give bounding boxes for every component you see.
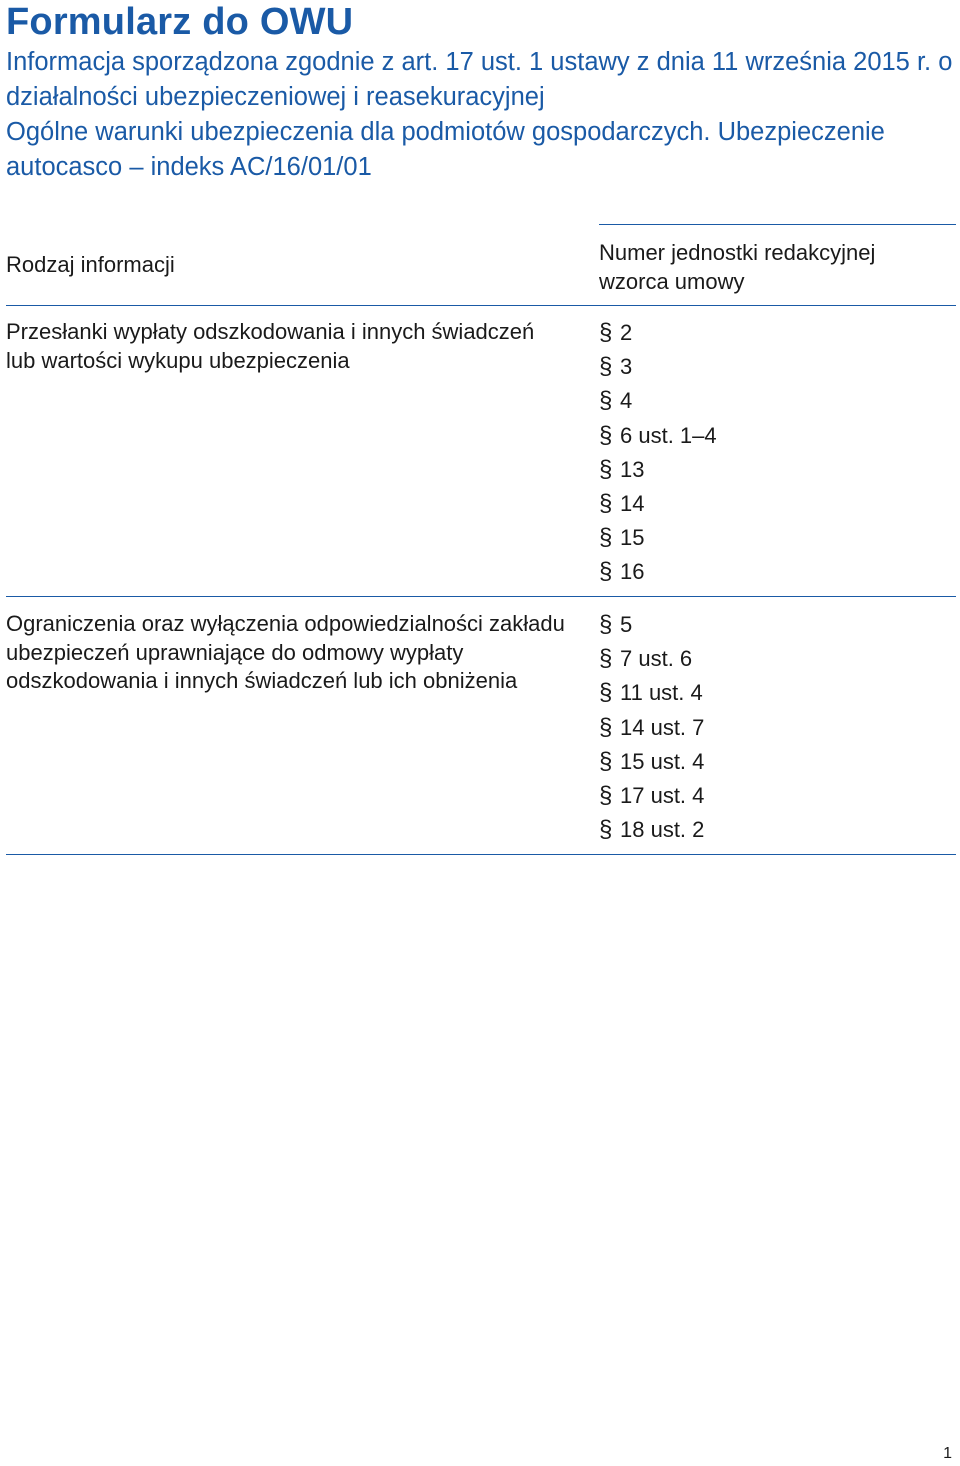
- section-symbol: §: [599, 455, 613, 483]
- document-title: Formularz do OWU: [6, 1, 354, 43]
- reference-list: [599, 608, 704, 847]
- section-symbol: §: [599, 645, 613, 673]
- reference-number: 13: [620, 456, 645, 482]
- reference-item: [599, 384, 717, 418]
- product-subtitle: Ogólne warunki ubezpieczenia dla podmiotów gospodarczych. Ubezpieczenie autocasco – indeks AC/16/01/01: [6, 118, 885, 181]
- section-symbol: §: [599, 353, 613, 381]
- reference-number: 14 ust. 7: [620, 714, 705, 740]
- reference-item: [599, 642, 704, 676]
- section-symbol: §: [599, 782, 613, 810]
- table-row-info: Ograniczenia oraz wyłączenia odpowiedzialności zakładu ubezpieczeń uprawniające do odmowy wypłaty odszkodowania i innych świadczeń lub ich obniżenia: [6, 611, 565, 693]
- reference-item: [599, 745, 704, 779]
- section-symbol: §: [599, 558, 613, 586]
- reference-number: 5: [620, 612, 633, 638]
- reference-item: [599, 779, 704, 813]
- reference-item: [599, 813, 704, 847]
- table-top-divider: [599, 224, 956, 225]
- table-bottom-divider: [6, 854, 956, 855]
- page-number: 1: [943, 1445, 952, 1462]
- reference-number: 2: [620, 320, 633, 346]
- section-symbol: §: [599, 490, 613, 518]
- reference-item: [599, 487, 717, 521]
- reference-number: 15 ust. 4: [620, 748, 705, 774]
- reference-number: 4: [620, 388, 633, 414]
- reference-item: [599, 453, 717, 487]
- reference-number: 17 ust. 4: [620, 783, 705, 809]
- legal-basis-subtitle: Informacja sporządzona zgodnie z art. 17 ust. 1 ustawy z dnia 11 września 2015 r. o działalności ubezpieczeniowej i reasekuracyjnej: [6, 48, 953, 111]
- section-symbol: §: [599, 421, 613, 449]
- reference-item: [599, 711, 704, 745]
- reference-number: 3: [620, 354, 633, 380]
- reference-item: [599, 419, 717, 453]
- section-symbol: §: [599, 816, 613, 844]
- reference-item: [599, 608, 704, 642]
- row-divider: [6, 596, 956, 597]
- section-symbol: §: [599, 713, 613, 741]
- reference-number: 11 ust. 4: [620, 680, 703, 706]
- column-header-info-type: Rodzaj informacji: [6, 252, 175, 277]
- reference-item: [599, 676, 704, 710]
- section-symbol: §: [599, 747, 613, 775]
- column-header-unit-number: Numer jednostki redakcyjnej wzorca umowy: [599, 240, 876, 294]
- section-symbol: §: [599, 387, 613, 415]
- reference-number: 14: [620, 491, 645, 517]
- table-row-info: Przesłanki wypłaty odszkodowania i innych świadczeń lub wartości wykupu ubezpieczenia: [6, 319, 535, 373]
- reference-number: 7 ust. 6: [620, 646, 693, 672]
- section-symbol: §: [599, 319, 613, 347]
- section-symbol: §: [599, 524, 613, 552]
- reference-item: [599, 316, 717, 350]
- section-symbol: §: [599, 611, 613, 639]
- reference-item: [599, 521, 717, 555]
- reference-number: 16: [620, 559, 645, 585]
- header-divider: [6, 305, 956, 306]
- reference-item: [599, 350, 717, 384]
- section-symbol: §: [599, 679, 613, 707]
- reference-number: 18 ust. 2: [620, 817, 705, 843]
- reference-item: [599, 555, 717, 589]
- reference-number: 6 ust. 1–4: [620, 422, 717, 448]
- reference-list: [599, 316, 717, 590]
- reference-number: 15: [620, 525, 645, 551]
